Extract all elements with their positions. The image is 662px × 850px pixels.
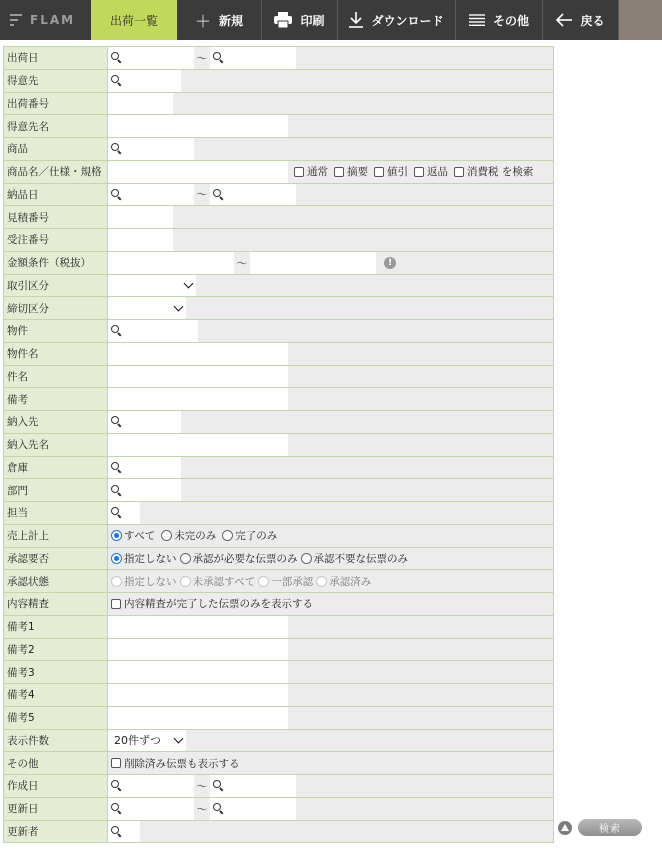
remarks-input[interactable] [108, 388, 288, 410]
field-label: 更新者 [4, 821, 108, 843]
updated-by-input[interactable] [108, 821, 140, 843]
display-count-select[interactable] [108, 730, 186, 752]
approval-status-approved-radio[interactable]: 承認済み [316, 574, 371, 589]
field-label: 倉庫 [4, 457, 108, 479]
logo-text: FLAM [30, 13, 76, 27]
remarks5-input[interactable] [108, 707, 288, 729]
row-approval-status [3, 570, 554, 593]
search-icon[interactable] [213, 803, 224, 814]
nav-user-area [619, 0, 662, 40]
field-label: 取引区分 [4, 275, 108, 297]
trade-type-select[interactable] [108, 275, 196, 297]
search-icon[interactable] [111, 189, 122, 200]
top-nav-bar [0, 0, 662, 40]
row-product-name [3, 161, 554, 184]
field-label: 備考5 [4, 707, 108, 729]
row-delivery-to [3, 411, 554, 434]
range-separator: 〜 [236, 256, 248, 270]
product-type-tax-checkbox[interactable]: 消費税 を検索 [454, 164, 533, 179]
search-icon[interactable] [111, 780, 122, 791]
row-approval-required [3, 548, 554, 571]
printer-icon [274, 12, 292, 28]
approval-status-none-radio[interactable]: 指定しない [111, 574, 177, 589]
search-icon[interactable] [111, 325, 122, 336]
field-label: 得意先名 [4, 115, 108, 137]
quote-no-input[interactable] [108, 206, 173, 228]
updated-date-to-input[interactable] [210, 798, 296, 820]
product-type-normal-checkbox[interactable]: 通常 [294, 164, 328, 179]
tab-shipping-list[interactable]: 出荷一覧 [91, 0, 177, 40]
back-button[interactable] [543, 0, 619, 40]
search-form [3, 46, 554, 843]
row-remarks [3, 388, 554, 411]
search-icon[interactable] [111, 52, 122, 63]
row-display-count [3, 730, 554, 753]
delivery-date-to-input[interactable] [210, 184, 296, 206]
field-label: 物件名 [4, 343, 108, 365]
arrow-left-icon [556, 13, 572, 27]
field-label: 商品 [4, 138, 108, 160]
field-label: 受注番号 [4, 229, 108, 251]
amount-from-input[interactable] [108, 252, 234, 274]
logo-mark-icon [10, 13, 24, 27]
search-button[interactable]: 検索 [578, 819, 642, 836]
download-arrow-icon [349, 12, 363, 28]
row-closing-type [3, 297, 554, 320]
remarks3-input[interactable] [108, 661, 288, 683]
property-input[interactable] [108, 320, 198, 342]
created-date-from-input[interactable] [108, 775, 194, 797]
row-remarks2 [3, 639, 554, 662]
sales-recording-all-radio[interactable]: すべて [111, 528, 155, 543]
row-updated-date [3, 798, 554, 821]
shipping-date-from-input[interactable] [108, 47, 194, 69]
download-button[interactable] [338, 0, 456, 40]
chevron-down-icon [184, 279, 194, 289]
field-label: 物件 [4, 320, 108, 342]
updated-date-from-input[interactable] [108, 798, 194, 820]
field-label: 担当 [4, 502, 108, 524]
field-label: 備考1 [4, 616, 108, 638]
customer-input[interactable] [108, 70, 181, 92]
row-sales-recording [3, 525, 554, 548]
row-staff [3, 502, 554, 525]
approval-status-partial-radio[interactable]: 一部承認 [258, 574, 313, 589]
staff-input[interactable] [108, 502, 140, 524]
range-separator: 〜 [196, 802, 208, 816]
field-label: 備考2 [4, 639, 108, 661]
menu-lines-icon [469, 14, 485, 26]
search-icon[interactable] [213, 52, 224, 63]
remarks2-input[interactable] [108, 639, 288, 661]
chevron-down-icon [174, 734, 184, 744]
new-button[interactable] [177, 0, 262, 40]
clear-triangle-icon[interactable] [558, 821, 572, 835]
new-button-label: 新規 [219, 13, 244, 28]
row-department [3, 479, 554, 502]
display-count-value: 20件ずつ [114, 734, 161, 748]
delivery-to-name-input[interactable] [108, 434, 288, 456]
created-date-to-input[interactable] [210, 775, 296, 797]
content-review-checkbox[interactable]: 内容精査が完了した伝票のみを表示する [111, 596, 313, 611]
field-label: 内容精査 [4, 593, 108, 615]
product-type-memo-checkbox[interactable]: 摘要 [334, 164, 368, 179]
closing-type-select[interactable] [108, 297, 186, 319]
print-button-label: 印刷 [300, 13, 325, 28]
row-delivery-to-name [3, 434, 554, 457]
field-label: 承認状態 [4, 570, 108, 592]
other-menu-label: その他 [492, 13, 529, 28]
field-label: 出荷番号 [4, 93, 108, 115]
search-icon[interactable] [111, 75, 122, 86]
field-label: 出荷日 [4, 47, 108, 69]
field-label: 金額条件（税抜） [4, 252, 108, 274]
shipping-date-to-input[interactable] [210, 47, 296, 69]
customer-name-input[interactable] [108, 115, 288, 137]
approval-required-unneeded-radio[interactable]: 承認不要な伝票のみ [301, 551, 409, 566]
field-label: 部門 [4, 479, 108, 501]
warehouse-input[interactable] [108, 457, 181, 479]
row-updated-by [3, 821, 554, 844]
row-order-no [3, 229, 554, 252]
row-warehouse [3, 457, 554, 480]
row-customer-name [3, 115, 554, 138]
app-logo[interactable] [0, 0, 91, 40]
approval-status-unapproved-radio[interactable]: 未承認すべて [180, 574, 256, 589]
search-icon[interactable] [111, 462, 122, 473]
chevron-down-icon [174, 302, 184, 312]
approval-required-none-radio[interactable]: 指定しない [111, 551, 177, 566]
print-button[interactable] [262, 0, 338, 40]
row-remarks5 [3, 707, 554, 730]
include-deleted-checkbox[interactable]: 削除済み伝票も表示する [111, 756, 240, 771]
row-product [3, 138, 554, 161]
row-shipping-no [3, 93, 554, 116]
product-input[interactable] [108, 138, 194, 160]
field-label: 表示件数 [4, 730, 108, 752]
row-property [3, 320, 554, 343]
range-separator: 〜 [196, 188, 208, 202]
row-property-name [3, 343, 554, 366]
row-created-date [3, 775, 554, 798]
plus-icon: ＋ [194, 11, 211, 31]
field-label: 備考 [4, 388, 108, 410]
order-no-input[interactable] [108, 229, 173, 251]
field-label: 作成日 [4, 775, 108, 797]
field-label: その他 [4, 752, 108, 774]
field-label: 納入先 [4, 411, 108, 433]
product-name-input[interactable] [108, 161, 288, 183]
field-label: 締切区分 [4, 297, 108, 319]
other-menu-button[interactable] [456, 0, 543, 40]
row-remarks4 [3, 684, 554, 707]
info-icon[interactable]: ! [384, 257, 396, 269]
field-label: 承認要否 [4, 548, 108, 570]
row-quote-no [3, 206, 554, 229]
field-label: 見積番号 [4, 206, 108, 228]
field-label: 商品名／仕様・規格 [4, 161, 108, 183]
row-trade-type [3, 275, 554, 298]
search-icon[interactable] [213, 189, 224, 200]
product-type-return-checkbox[interactable]: 返品 [414, 164, 448, 179]
sales-recording-complete-radio[interactable]: 完了のみ [222, 528, 277, 543]
delivery-to-input[interactable] [108, 411, 181, 433]
row-delivery-date [3, 184, 554, 207]
property-name-input[interactable] [108, 343, 288, 365]
sales-recording-incomplete-radio[interactable]: 未完のみ [161, 528, 216, 543]
shipping-no-input[interactable] [108, 93, 173, 115]
approval-required-needed-radio[interactable]: 承認が必要な伝票のみ [180, 551, 298, 566]
back-button-label: 戻る [580, 13, 605, 28]
download-button-label: ダウンロード [371, 13, 444, 28]
product-type-discount-checkbox[interactable]: 値引 [374, 164, 408, 179]
search-icon[interactable] [111, 507, 122, 518]
row-subject [3, 366, 554, 389]
search-icon[interactable] [111, 803, 122, 814]
field-label: 更新日 [4, 798, 108, 820]
field-label: 納入先名 [4, 434, 108, 456]
search-icon[interactable] [213, 780, 224, 791]
search-icon[interactable] [111, 143, 122, 154]
amount-to-input[interactable] [250, 252, 376, 274]
field-label: 売上計上 [4, 525, 108, 547]
subject-input[interactable] [108, 366, 288, 388]
remarks1-input[interactable] [108, 616, 288, 638]
row-remarks1 [3, 616, 554, 639]
field-label: 件名 [4, 366, 108, 388]
range-separator: 〜 [196, 51, 208, 65]
remarks4-input[interactable] [108, 684, 288, 706]
search-icon[interactable] [111, 485, 122, 496]
row-customer [3, 70, 554, 93]
field-label: 納品日 [4, 184, 108, 206]
field-label: 得意先 [4, 70, 108, 92]
delivery-date-from-input[interactable] [108, 184, 194, 206]
row-other [3, 752, 554, 775]
search-icon[interactable] [111, 826, 122, 837]
department-input[interactable] [108, 479, 181, 501]
search-icon[interactable] [111, 416, 122, 427]
range-separator: 〜 [196, 779, 208, 793]
row-shipping-date [3, 47, 554, 70]
row-content-review [3, 593, 554, 616]
row-remarks3 [3, 661, 554, 684]
field-label: 備考3 [4, 661, 108, 683]
row-amount [3, 252, 554, 275]
field-label: 備考4 [4, 684, 108, 706]
